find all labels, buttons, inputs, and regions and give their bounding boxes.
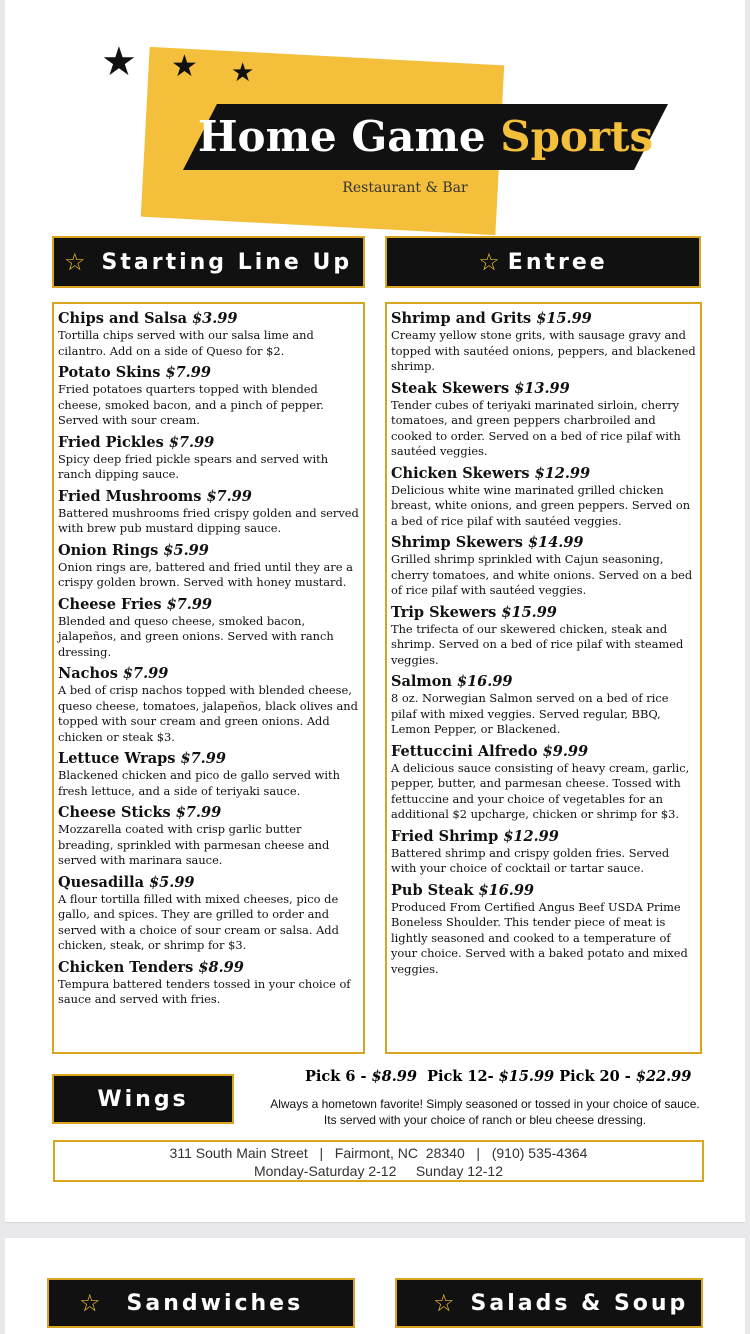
item-title: Trip Skewers: [391, 603, 497, 621]
entree-item: [391, 380, 696, 460]
starter-item: [58, 488, 359, 537]
entree-item: [391, 673, 696, 738]
starter-item: [58, 874, 359, 954]
item-title: Fried Shrimp: [391, 827, 499, 845]
entree-item: [391, 743, 696, 823]
item-description: Blackened chicken and pico de gallo served with fresh lettuce, and a side of teriyaki sauce.: [58, 768, 340, 798]
menu-page-1: [5, 0, 745, 1223]
item-name: [391, 743, 696, 761]
starter-item: [58, 364, 359, 429]
item-description: Spicy deep fried pickle spears and served with ranch dipping sauce.: [58, 451, 329, 481]
star-icon: ☆: [64, 248, 86, 276]
item-description: A bed of crisp nachos topped with blended cheese, queso cheese, tomatoes, jalapeños, black olives and topped with sour cream and green onions. Add chicken or steak $3.: [58, 683, 358, 744]
item-price: $5.99: [149, 873, 195, 891]
item-description: Creamy yellow stone grits, with sausage gravy and topped with sautéed onions, peppers, and blackened shrimp.: [391, 328, 696, 373]
item-price: $12.99: [534, 464, 591, 482]
item-name: [391, 673, 696, 691]
item-title: Chicken Skewers: [391, 464, 530, 482]
item-name: [391, 534, 696, 552]
item-description: Blended and queso cheese, smoked bacon, jalapeños, and green onions. Served with ranch dressing.: [58, 613, 334, 659]
item-title: Onion Rings: [58, 541, 159, 559]
item-name: [391, 882, 696, 900]
wings-description: Always a hometown favorite! Simply seasoned or tossed in your choice of sauce. Its served with your choice of ranch or bleu cheese dressing.: [270, 1097, 700, 1127]
item-price: $15.99: [536, 310, 592, 327]
starter-item: [58, 959, 359, 1008]
item-title: Nachos: [58, 665, 118, 682]
item-price: $9.99: [542, 742, 589, 760]
item-description: Tortilla chips served with our salsa lime and cilantro. Add on a side of Queso for $2.: [58, 328, 314, 358]
item-title: Fettuccini Alfredo: [391, 742, 538, 760]
item-name: [391, 310, 696, 328]
star-icon: ★: [171, 49, 198, 84]
hours-line: Monday-Saturday 2-12 Sunday 12-12: [253, 1163, 504, 1179]
starter-item: [58, 542, 359, 591]
item-price: $7.99: [166, 595, 213, 613]
restaurant-name: Home Game Sports: [197, 112, 654, 161]
entree-list: [385, 302, 702, 1054]
item-price: $14.99: [528, 534, 584, 551]
item-title: Potato Skins: [58, 364, 161, 381]
star-icon: ☆: [79, 1289, 101, 1317]
star-icon: ☆: [433, 1289, 455, 1317]
item-title: Quesadilla: [58, 873, 145, 891]
sandwiches-header: ☆ Sandwiches: [47, 1278, 355, 1328]
item-price: $5.99: [163, 541, 209, 559]
entree-item: [391, 828, 696, 877]
item-description: Produced From Certified Angus Beef USDA Prime Boneless Shoulder. This tender piece of meat is lightly seasoned and cooked to a temperature of your choice. Served with a baked potato and mixed veggies.: [391, 899, 688, 976]
item-description: Battered shrimp and crispy golden fries. Served with your choice of cocktail or tartar sauce.: [391, 845, 670, 875]
item-price: $3.99: [192, 310, 238, 327]
starting-line-up-list: [52, 302, 365, 1054]
item-description: Tempura battered tenders tossed in your choice of sauce and served with fries.: [58, 976, 351, 1006]
item-name: [58, 310, 359, 328]
item-title: Cheese Fries: [58, 595, 162, 613]
entree-item: [391, 465, 696, 530]
item-title: Shrimp Skewers: [391, 534, 523, 551]
item-description: Mozzarella coated with crisp garlic butter breading, sprinkled with parmesan cheese and served with marinara sauce.: [58, 822, 330, 867]
item-price: $8.99: [198, 958, 244, 976]
item-name: [391, 604, 696, 622]
item-description: Delicious white wine marinated grilled chicken breast, white onions, and green peppers. Served on a bed of rice pilaf with sautéed veggies.: [391, 482, 691, 528]
starting-line-up-header: ☆ Starting Line Up: [52, 236, 365, 288]
item-price: $7.99: [206, 487, 252, 505]
item-name: [58, 874, 359, 892]
item-title: Cheese Sticks: [58, 804, 171, 821]
item-description: Battered mushrooms fried crispy golden and served with brew pub mustard dipping sauce.: [58, 505, 359, 535]
item-title: Lettuce Wraps: [58, 750, 176, 767]
item-price: $7.99: [165, 364, 211, 381]
item-name: [58, 959, 359, 977]
entree-item: [391, 534, 696, 599]
item-name: [58, 665, 359, 683]
item-description: 8 oz. Norwegian Salmon served on a bed of rice pilaf with mixed veggies. Served regular, BBQ, Lemon Pepper, or Blackened.: [391, 691, 669, 736]
item-title: Pub Steak: [391, 881, 474, 899]
item-price: $7.99: [180, 750, 226, 767]
item-description: A delicious sauce consisting of heavy cream, garlic, pepper, butter, and parmesan cheese. Tossed with fettuccine and your choice of vegetables for an additional $2 upcharge, chicken or shrimp for $3.: [391, 760, 690, 821]
item-description: Onion rings are, battered and fried until they are a crispy golden brown. Served with honey mustard.: [58, 559, 353, 589]
item-title: Steak Skewers: [391, 379, 510, 397]
item-price: $16.99: [457, 673, 513, 690]
item-price: $15.99: [501, 603, 557, 621]
wings-header: Wings: [52, 1074, 234, 1124]
item-price: $7.99: [122, 665, 169, 682]
item-name: [58, 804, 359, 822]
item-title: Chicken Tenders: [58, 958, 194, 976]
star-icon: ☆: [478, 248, 500, 276]
star-icon: ★: [231, 58, 255, 88]
item-price: $16.99: [478, 881, 535, 899]
wings-pricing: Pick 6 - $8.99 Pick 12- $15.99 Pick 20 - $22.99: [305, 1068, 692, 1085]
address-line: 311 South Main Street | Fairmont, NC 28340 | (910) 535-4364: [169, 1145, 588, 1161]
item-description: The trifecta of our skewered chicken, steak and shrimp. Served on a bed of rice pilaf with steamed veggies.: [391, 621, 684, 667]
item-name: [58, 596, 359, 614]
entree-header: ☆ Entree: [385, 236, 701, 288]
item-price: $7.99: [168, 433, 215, 451]
restaurant-info: [53, 1140, 704, 1182]
salads-soup-header: ☆ Salads & Soup: [395, 1278, 703, 1328]
item-description: Fried potatoes quarters topped with blended cheese, smoked bacon, and a pinch of pepper. Served with sour cream.: [58, 382, 324, 427]
item-name: [58, 750, 359, 768]
item-title: Shrimp and Grits: [391, 310, 532, 327]
starter-item: [58, 804, 359, 869]
starter-item: [58, 310, 359, 359]
entree-item: [391, 604, 696, 669]
menu-page-2: [5, 1238, 745, 1334]
item-name: [58, 542, 359, 560]
item-description: A flour tortilla filled with mixed cheeses, pico de gallo, and spices. They are grilled to order and served with a choice of sour cream or salsa. Add chicken, steak, or shrimp for $3.: [58, 891, 339, 952]
starter-item: [58, 665, 359, 745]
starter-item: [58, 596, 359, 661]
item-name: [391, 380, 696, 398]
item-name: [58, 364, 359, 382]
item-price: $12.99: [503, 827, 559, 845]
item-title: Salmon: [391, 673, 452, 690]
star-icon: ★: [101, 39, 137, 85]
restaurant-subtitle: Restaurant & Bar: [342, 180, 468, 196]
entree-item: [391, 310, 696, 375]
item-title: Chips and Salsa: [58, 310, 187, 327]
starter-item: [58, 750, 359, 799]
item-name: [391, 828, 696, 846]
item-name: [58, 488, 359, 506]
item-name: [391, 465, 696, 483]
item-description: Tender cubes of teriyaki marinated sirloin, cherry tomatoes, and green peppers charbroiled and cooked to order. Served on a bed of rice pilaf with sautéed veggies.: [391, 397, 681, 458]
item-name: [58, 434, 359, 452]
item-description: Grilled shrimp sprinkled with Cajun seasoning, cherry tomatoes, and white onions. Served on a bed of rice pilaf with sautéed veggies.: [391, 552, 693, 597]
item-title: Fried Pickles: [58, 433, 164, 451]
item-title: Fried Mushrooms: [58, 487, 202, 505]
starter-item: [58, 434, 359, 483]
item-price: $13.99: [514, 379, 570, 397]
entree-item: [391, 882, 696, 978]
item-price: $7.99: [175, 804, 222, 821]
